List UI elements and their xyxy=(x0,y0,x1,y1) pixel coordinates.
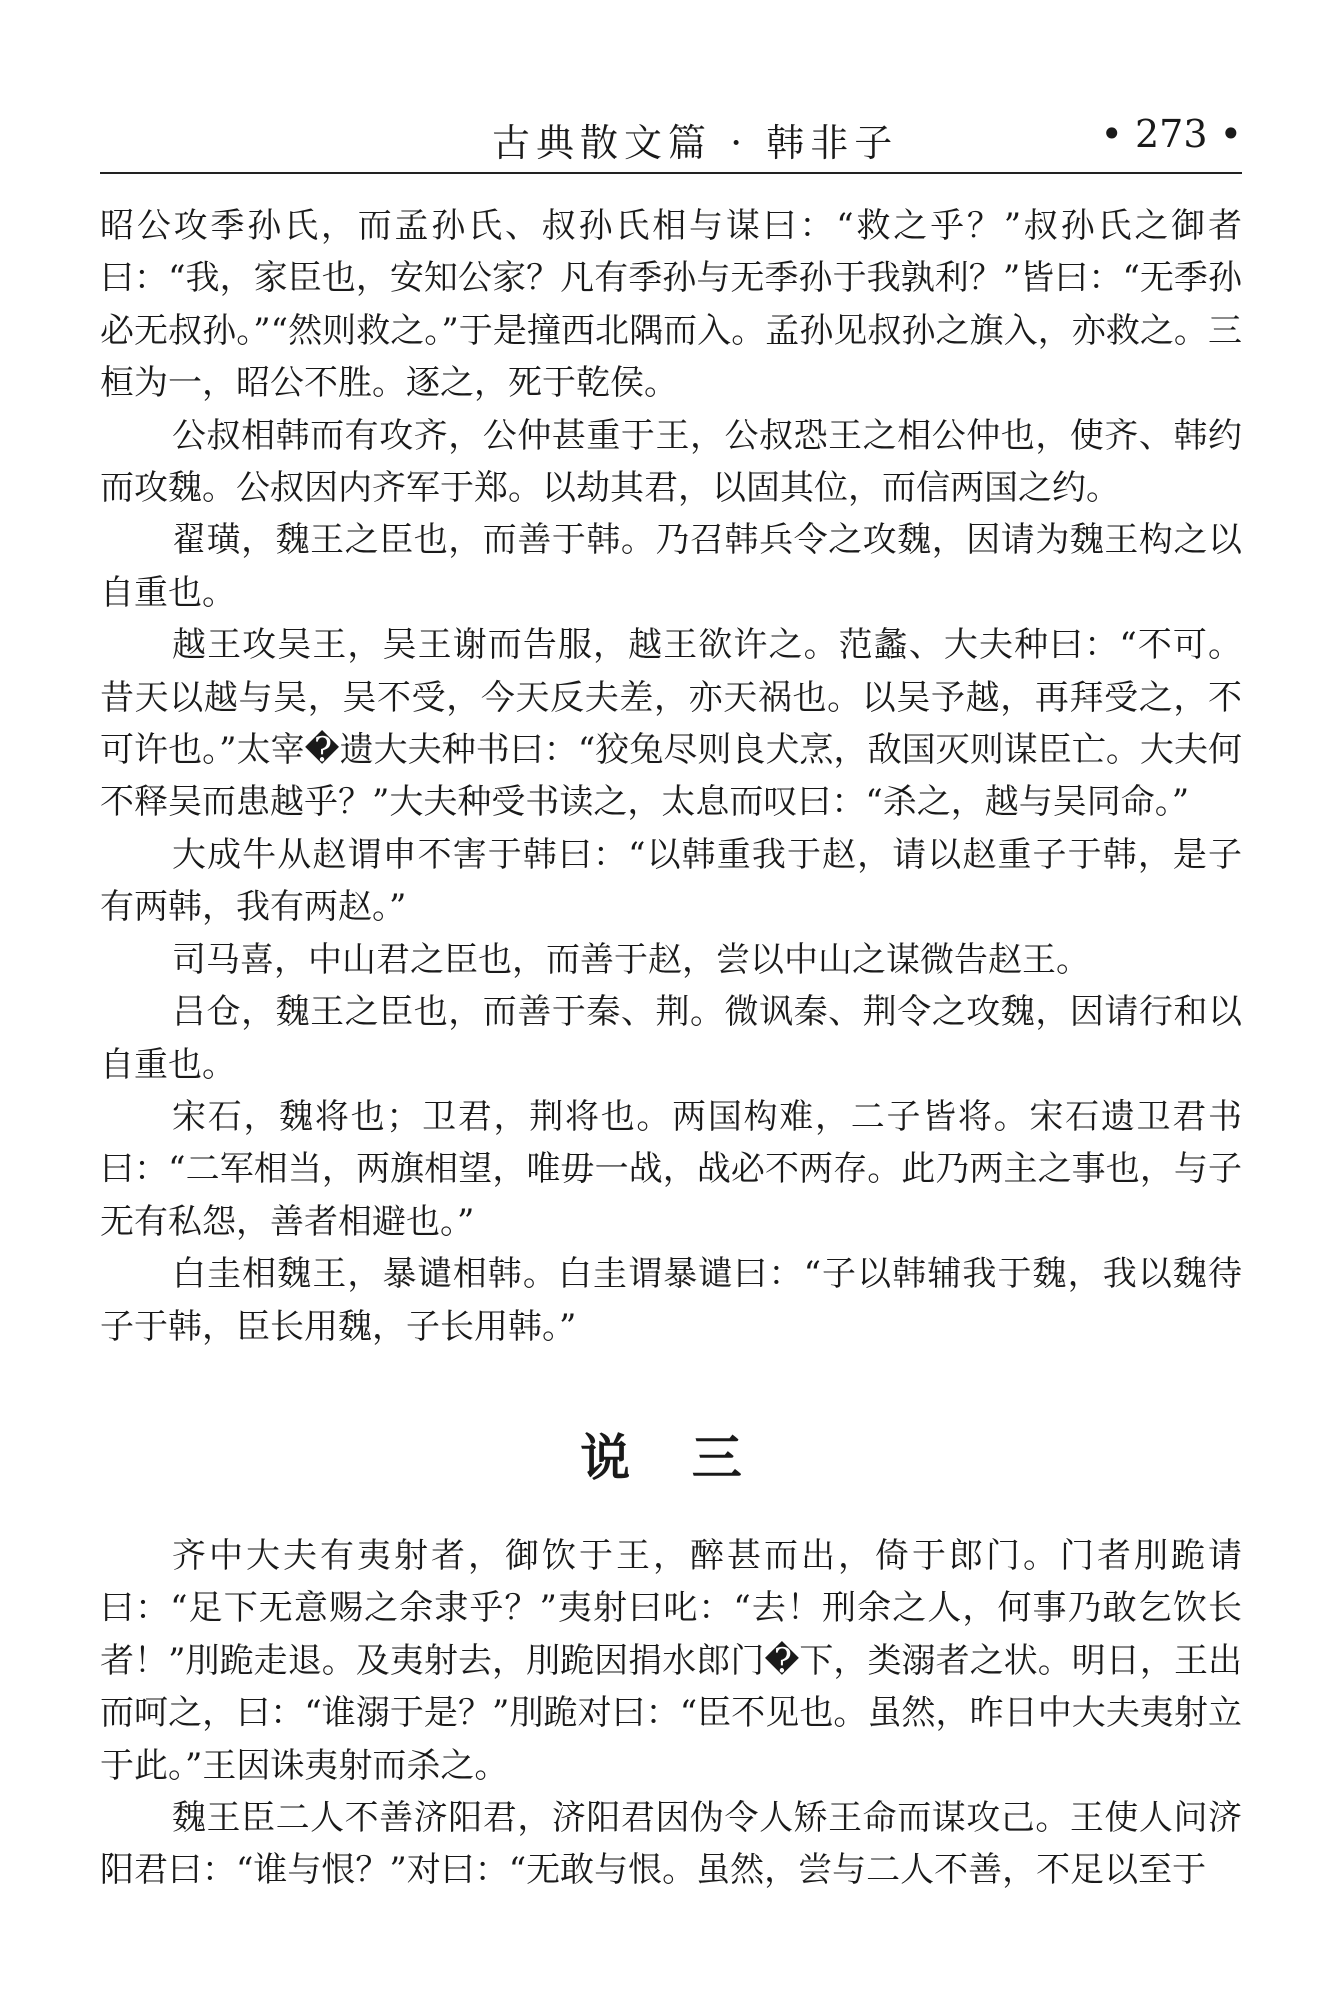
paragraph: 越王攻吴王，吴王谢而告服，越王欲许之。范蠡、大夫种曰：“不可。昔天以越与吴，吴不受，今天反夫差，亦天祸也。以吴予越，再拜受之，不可许也。”太宰�遗大夫种书曰：“狡兔尽则良犬烹，敌国灭则谋臣亡。大夫何不释吴而患越乎？”大夫种受书读之，太息而叹曰：“杀之，越与吴同命。” xyxy=(100,625,1242,823)
paragraph: 司马喜，中山君之臣也，而善于赵，尝以中山之谋微告赵王。 xyxy=(172,939,1090,980)
page-number: • 273 • xyxy=(1100,112,1242,156)
paragraph: 大成牛从赵谓申不害于韩曰：“以韩重我于赵，请以赵重子于韩，是子有两韩，我有两赵。” xyxy=(100,834,1242,928)
paragraph: 昭公攻季孙氏，而孟孙氏、叔孙氏相与谋曰：“救之乎？”叔孙氏之御者曰：“我，家臣也，安知公家？凡有季孙与无季孙于我孰利？”皆曰：“无季孙必无叔孙。”“然则救之。”于是撞西北隅而入。孟孙见叔孙之旗入，亦救之。三桓为一，昭公不胜。逐之，死于乾侯。 xyxy=(100,206,1242,404)
running-header xyxy=(100,100,1242,174)
section-heading: 说 三 xyxy=(580,1428,744,1487)
paragraph: 吕仓，魏王之臣也，而善于秦、荆。微讽秦、荆令之攻魏，因请行和以自重也。 xyxy=(100,992,1242,1085)
paragraph: 宋石，魏将也；卫君，荆将也。两国构难，二子皆将。宋石遗卫君书曰：“二军相当，两旗相望，唯毋一战，战必不两存。此乃两主之事也，与子无有私怨，善者相避也。” xyxy=(100,1096,1242,1242)
paragraph: 白圭相魏王，暴谴相韩。白圭谓暴谴曰：“子以韩辅我于魏，我以魏待子于韩，臣长用魏，子长用韩。” xyxy=(100,1254,1242,1347)
body-text-part1 xyxy=(100,200,1242,1353)
book-title: 古典散文篇 · 韩非子 xyxy=(492,121,899,165)
paragraph: 魏王臣二人不善济阳君，济阳君因伪令人矫王命而谋攻己。王使人问济阳君曰：“谁与恨？”对曰：“无敢与恨。虽然，尝与二人不善，不足以至于 xyxy=(100,1798,1242,1891)
paragraph: 公叔相韩而有攻齐，公仲甚重于王，公叔恐王之相公仲也，使齐、韩约而攻魏。公叔因内齐军于郑。以劫其君，以固其位，而信两国之约。 xyxy=(100,415,1242,509)
paragraph: 翟璜，魏王之臣也，而善于韩。乃召韩兵令之攻魏，因请为魏王构之以自重也。 xyxy=(100,520,1242,613)
body-text-part2 xyxy=(100,1530,1242,1897)
paragraph: 齐中大夫有夷射者，御饮于王，醉甚而出，倚于郎门。门者刖跪请曰：“足下无意赐之余隶乎？”夷射曰叱：“去！刑余之人，何事乃敢乞饮长者！”刖跪走退。及夷射去，刖跪因捐水郎门�下，类溺者之状。明日，王出而呵之，曰：“谁溺于是？”刖跪对曰：“臣不见也。虽然，昨日中大夫夷射立于此。”王因诛夷射而杀之。 xyxy=(100,1536,1242,1786)
